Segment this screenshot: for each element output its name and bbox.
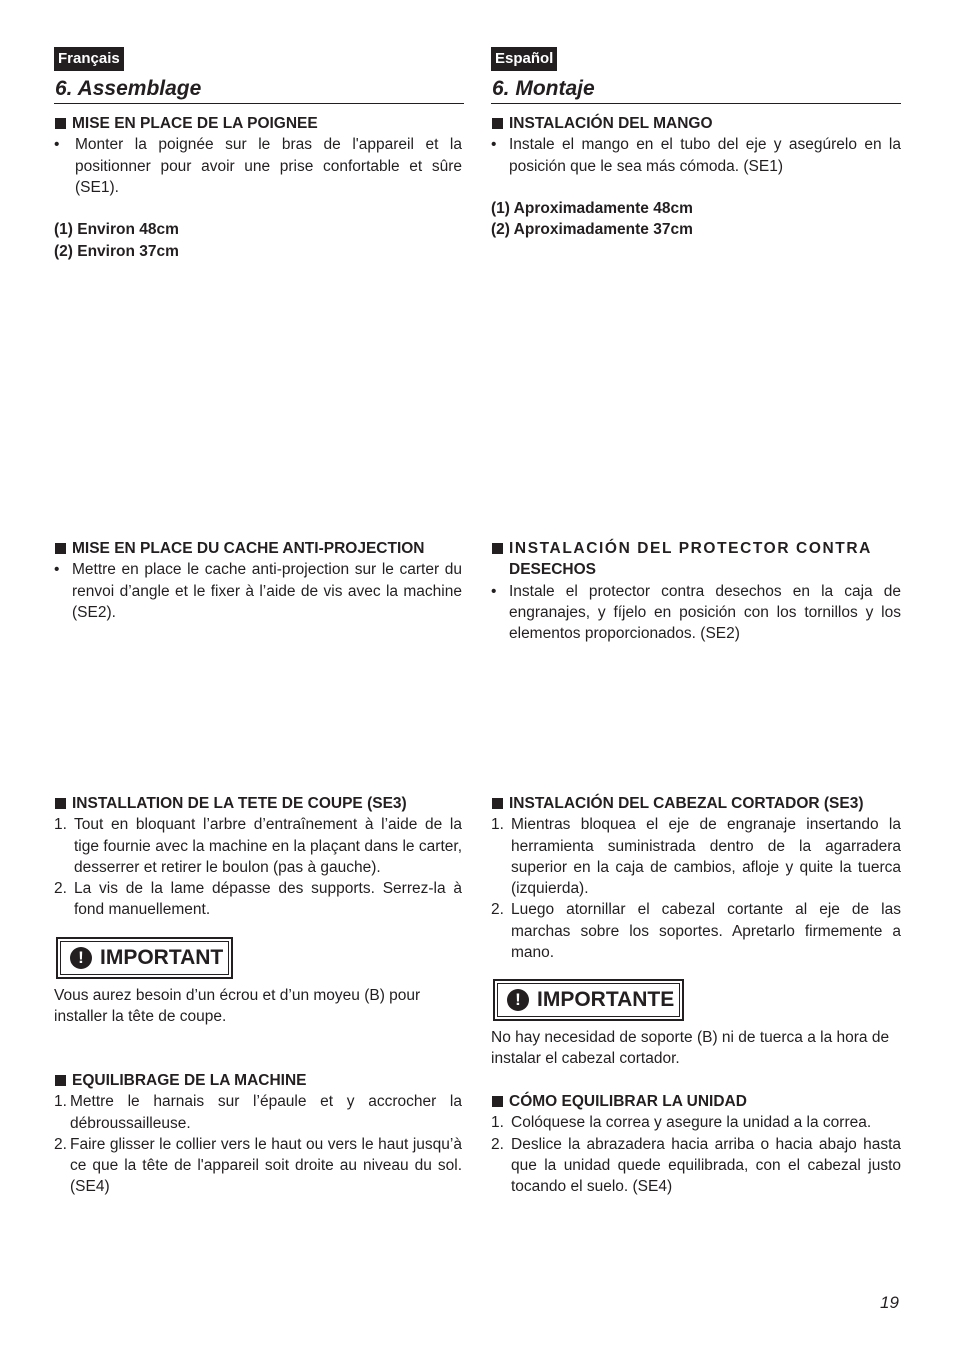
section-heading: MISE EN PLACE DU CACHE ANTI-PROJECTION [54,538,462,559]
handle-section-fr [54,113,462,262]
title-rule-left [54,103,464,104]
bullet: • [491,136,497,154]
section-title-french: 6. Assemblage [55,77,202,100]
list-item: • Monter la poignée sur le bras de l'appareil et la positionner pour avoir une prise confortable et sûre (SE1). [54,136,462,196]
list-item: 2. Luego atornillar el cabezal cortante al eje de las marchas sobre los soportes. Apretarlo firmemente a mano. [491,901,901,962]
important-label: IMPORTANTE [537,988,675,1011]
section-heading: INSTALACIÓN DEL MANGO [491,113,901,134]
section-heading: EQUILIBRAGE DE LA MACHINE [54,1070,462,1091]
exclamation-icon: ! [507,989,529,1011]
title-rule-right [491,103,901,104]
list-item: 1. Colóquese la correa y asegure la unidad a la correa. [491,1114,872,1132]
handle-section-es [491,113,901,241]
guard-section-fr [54,538,462,623]
cutting-head-section-es [491,793,901,963]
bullet: • [54,561,60,579]
important-text-es: No hay necesidad de soporte (B) ni de tuerca a la hora de instalar el cabezal cortador. [491,1029,890,1068]
section-heading: CÓMO EQUILIBRAR LA UNIDAD [491,1091,901,1112]
list-item: • Mettre en place le cache anti-projection sur le carter du renvoi d’angle et le fixer à l’aide de vis avec la machine (SE2). [54,561,462,621]
cutting-head-section-fr [54,793,462,921]
guard-section-es [491,538,901,644]
section-heading: INSTALACIÓN DEL CABEZAL CORTADOR (SE3) [491,793,901,814]
important-label: IMPORTANT [100,946,224,969]
list-item: 2. Faire glisser le collier vers le haut ou vers le haut jusqu’à ce que la tête de l'appareil soit droite au niveau du sol. (SE4) [54,1135,462,1196]
bullet: • [54,136,60,154]
section-title-spanish: 6. Montaje [492,77,595,100]
section-heading-continued: DESECHOS [509,561,596,579]
dimension-label: (1) Aproximadamente 48cm [491,200,693,218]
list-item: 1. Mientras bloquea el eje de engranaje insertando la herramienta suministrada dentro de la agarradera superior en la caja de cambios, afloje y quite la tuerca (izquierda). [491,816,901,898]
language-tag-french: Français [54,47,124,71]
list-item: 1. Tout en bloquant l’arbre d’entraînement à l’aide de la tige fournie avec la machine en la plaçant dans le carter, desserrer et retirer le boulon (pas à gauche). [54,816,462,876]
language-tag-spanish: Español [491,47,557,71]
bullet: • [491,582,497,600]
important-box-es [493,979,684,1021]
dimension-label: (2) Environ 37cm [54,242,179,260]
exclamation-icon: ! [70,947,92,969]
section-heading: INSTALACIÓN DEL PROTECTOR CONTRA [491,538,901,559]
section-heading: INSTALLATION DE LA TETE DE COUPE (SE3) [54,793,462,814]
balance-section-es [491,1091,901,1197]
list-item: 1. Mettre le harnais sur l’épaule et y accrocher la débroussailleuse. [54,1093,462,1132]
list-item: • Instale el protector contra desechos en la caja de engranajes, y fíjelo en posición con los tornillos y los elementos proporcionados. (SE2) [491,582,901,643]
list-item: 2. Deslice la abrazadera hacia arriba o hacia abajo hasta que la unidad quede equilibrada, con el cabezal justo tocando el suelo. (SE4) [491,1135,901,1196]
section-heading: MISE EN PLACE DE LA POIGNEE [54,113,462,134]
important-text-fr: Vous aurez besoin d’un écrou et d’un moyeu (B) pour installer la tête de coupe. [54,987,421,1026]
important-box-fr [56,937,233,979]
dimension-label: (2) Aproximadamente 37cm [491,221,693,239]
list-item: 2. La vis de la lame dépasse des supports. Serrez-la à fond manuellement. [54,880,462,919]
dimension-label: (1) Environ 48cm [54,221,179,239]
list-item: • Instale el mango en el tubo del eje y asegúrelo en la posición que le sea más cómoda. (SE1) [491,136,901,175]
page-number: 19 [880,1293,899,1312]
balance-section-fr [54,1070,462,1198]
